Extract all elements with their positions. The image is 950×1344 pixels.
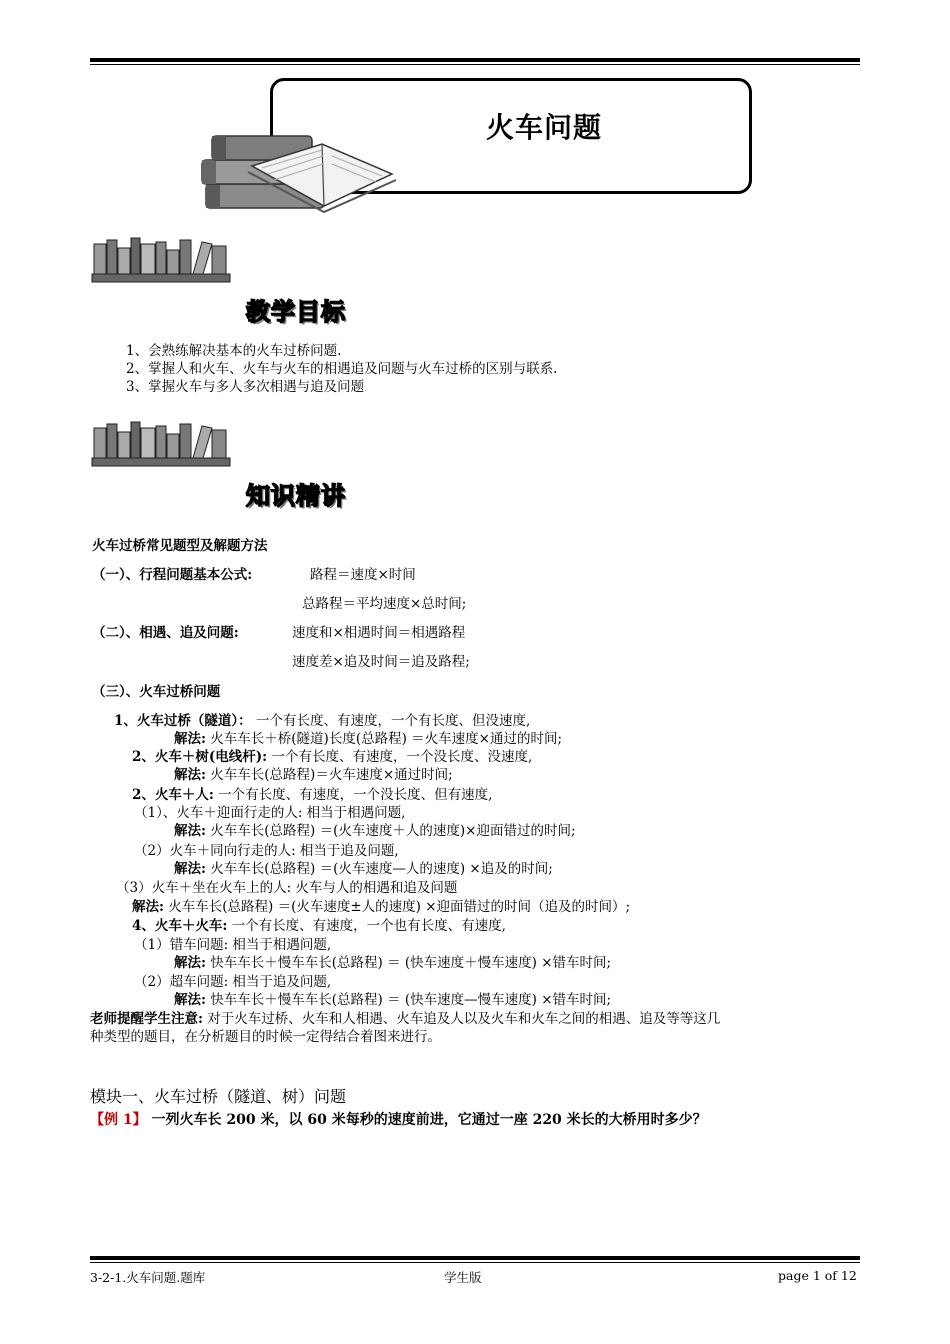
formula-2-label: （二）、相遇、追及问题: [92,625,239,641]
case-1-solution [174,730,562,748]
case-4b: （2）超车问题: 相当于追及问题, [134,974,332,990]
header-rule-thick [90,58,860,62]
solution-text: 火车车长(总路程)＝火车速度×通过时间; [210,767,453,783]
case-3 [132,786,492,804]
case-4-label: 4、火车＋火车: [132,918,228,934]
case-1-text: 一个有长度、有速度，一个有长度、但没速度, [255,713,531,729]
teacher-note [90,1010,720,1028]
bookshelf-icon [90,420,232,470]
example-1 [90,1111,707,1129]
solution-label: 解法: [174,861,206,877]
case-3a: （1）、火车＋迎面行走的人: 相当于相遇问题, [134,805,406,821]
case-3a-solution [174,822,576,840]
teacher-note-line1: 对于火车过桥、火车和人相遇、火车追及人以及火车和火车之间的相遇、追及等等这几 [207,1011,721,1027]
solution-label: 解法: [174,955,206,971]
formula-2-line2: 速度差×追及时间＝追及路程; [292,654,470,670]
goal-item-1: 1、会熟练解决基本的火车过桥问题. [126,343,342,359]
footer-page-number: page 1 of 12 [778,1268,857,1283]
case-2-solution [174,766,453,784]
header-rule-thin [90,64,860,65]
solution-label: 解法: [132,899,164,915]
formula-3-label: （三）、火车过桥问题 [92,684,221,700]
case-2-label: 2、火车＋树(电线杆): [132,749,268,765]
section-title-knowledge: 知识精讲 [246,482,346,510]
solution-text: 快车车长＋慢车车长(总路程) ＝ (快车速度—慢车速度) ×错车时间; [210,992,612,1008]
teacher-note-label: 老师提醒学生注意: [90,1011,203,1027]
footer-rule-thick [90,1256,860,1260]
case-4b-solution [174,991,611,1009]
solution-label: 解法: [174,731,206,747]
footer-rule-thin [90,1262,860,1263]
solution-text: 火车车长(总路程) ＝(火车速度＋人的速度)×迎面错过的时间; [210,823,576,839]
case-1-label: 1、火车过桥（隧道）： [114,713,252,729]
solution-text: 火车车长(总路程) ＝(火车速度—人的速度) ×追及的时间; [210,861,553,877]
example-text: 一列火车长 200 米，以 60 米每秒的速度前进，它通过一座 220 米长的大桥用时多少？ [151,1112,707,1128]
page-title: 火车问题 [486,111,603,144]
solution-text: 火车车长(总路程) ＝(火车速度±人的速度) ×迎面错过的时间（追及的时间）; [168,899,631,915]
solution-label: 解法: [174,992,206,1008]
case-4 [132,917,506,935]
solution-text: 火车车长＋桥(隧道)长度(总路程) ＝火车速度×通过的时间; [210,731,562,747]
case-3-text: 一个有长度、有速度，一个没长度、但有速度, [218,787,493,803]
solution-text: 快车车长＋慢车车长(总路程) ＝ (快车速度＋慢车速度) ×错车时间; [210,955,612,971]
bookshelf-icon [90,236,232,286]
case-3-label: 2、火车＋人: [132,787,214,803]
case-3c-solution [132,898,630,916]
case-4-text: 一个有长度、有速度，一个也有长度、有速度, [231,918,506,934]
module-title: 模块一、火车过桥（隧道、树）问题 [90,1087,347,1106]
formula-2-line1: 速度和×相遇时间＝相遇路程 [292,625,466,641]
section-title-goals: 教学目标 [246,298,346,326]
case-1 [114,712,530,730]
case-4a: （1）错车问题: 相当于相遇问题, [134,937,332,953]
case-3b: （2）火车＋同向行走的人: 相当于追及问题, [134,843,399,859]
formula-1-label: （一）、行程问题基本公式: [92,567,253,583]
formula-1-line2: 总路程＝平均速度×总时间; [302,596,467,612]
case-2 [132,748,532,766]
goal-item-2: 2、掌握人和火车、火车与火车的相遇追及问题与火车过桥的区别与联系. [126,361,558,377]
teacher-note-line2: 种类型的题目，在分析题目的时候一定得结合着图来进行。 [90,1029,441,1045]
solution-label: 解法: [174,767,206,783]
footer-center: 学生版 [444,1270,482,1285]
footer-left: 3-2-1.火车问题.题库 [90,1270,206,1285]
solution-label: 解法: [174,823,206,839]
formula-1-line1: 路程＝速度×时间 [310,567,416,583]
goal-item-3: 3、掌握火车与多人多次相遇与追及问题 [126,379,365,395]
case-2-text: 一个有长度、有速度，一个没长度、没速度, [271,749,533,765]
books-icon [192,122,404,218]
example-label: 【例 1】 [90,1112,147,1128]
case-4a-solution [174,954,611,972]
case-3c: （3）火车＋坐在火车上的人: 火车与人的相遇和追及问题 [116,880,458,896]
knowledge-heading: 火车过桥常见题型及解题方法 [92,538,268,554]
case-3b-solution [174,860,553,878]
